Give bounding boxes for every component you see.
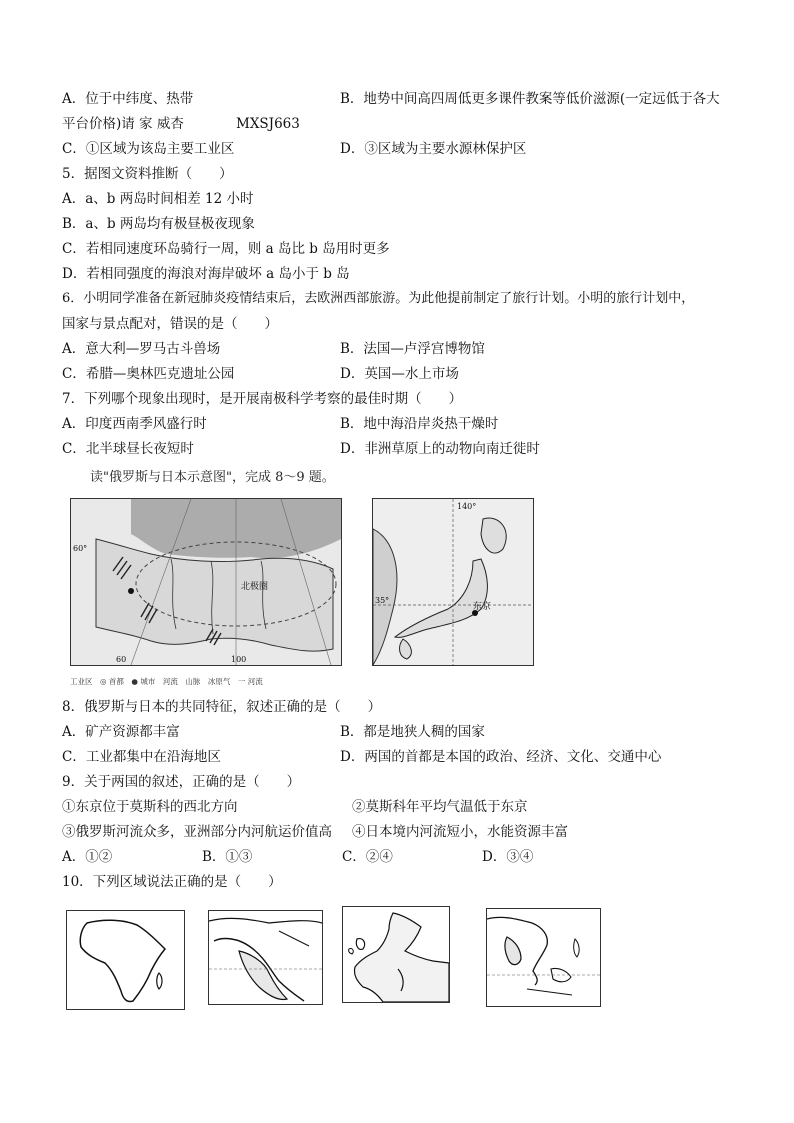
q4-option-d: D．③区域为主要水源林保护区 [340,141,527,157]
q9-statement-1: ①东京位于莫斯科的西北方向 [62,799,238,815]
q4-option-c: C．①区域为该岛主要工业区 [62,141,235,157]
lon-100-label: 100 [231,655,247,664]
russia-map [70,498,342,666]
map-legend: 工业区 ◎ 首都 ● 城市 河流 山脉 冰原气 一 河流 [70,677,263,686]
q7-stem: 7．下列哪个现象出现时，是开展南极科学考察的最佳时期（ ） [62,391,463,407]
lat-60-label: 60° [73,544,88,553]
q6-option-b: B．法国—卢浮宫博物馆 [340,341,485,357]
q4-option-a: A．位于中纬度、热带 [62,91,194,107]
europe-map [342,906,450,1003]
tokyo-label: 东京 [473,602,492,612]
q9-statement-4: ④日本境内河流短小，水能资源丰富 [352,824,568,840]
q6-option-a: A．意大利—罗马古斗兽场 [62,341,221,357]
middle-east-map [208,910,323,1005]
q7-option-d: D．非洲草原上的动物向南迁徙时 [340,441,540,457]
q9-option-d: D．③④ [482,849,534,865]
q9-stem: 9．关于两国的叙述，正确的是（ ） [62,774,301,790]
q6-stem-line1: 6．小明同学准备在新冠肺炎疫情结束后，去欧洲西部旅游。为此他提前制定了旅行计划。小明的旅行计划中， [62,291,695,306]
q6-option-c: C．希腊—奥林匹克遗址公园 [62,366,235,382]
q4-option-b-continued: 平台价格)请 家 威杏 [62,116,184,132]
lon-60-label: 60 [116,655,127,664]
q9-option-b: B．①③ [202,849,253,865]
q8-option-a: A．矿产资源都丰富 [62,724,180,740]
q7-option-b: B．地中海沿岸炎热干燥时 [340,416,499,432]
q5-option-b: B．a、b 两岛均有极昼极夜现象 [62,216,255,232]
q8-option-b: B．都是地狭人稠的国家 [340,724,485,740]
japan-map [372,498,534,666]
q7-option-c: C．北半球昼长夜短时 [62,441,194,457]
q9-statement-3: ③俄罗斯河流众多，亚洲部分内河航运价值高 [62,824,332,840]
lat-35-label: 35° [375,596,390,605]
q8-option-d: D．两国的首都是本国的政治、经济、文化、交通中心 [340,749,662,765]
q9-option-c: C．②④ [342,849,393,865]
q5-option-a: A．a、b 两岛时间相差 12 小时 [62,191,254,207]
lon-140-label: 140° [457,502,477,511]
map-caption: 读"俄罗斯与日本示意图"，完成 8～9 题。 [90,470,335,485]
q5-option-d: D．若相同强度的海浪对海岸破坏 a 岛小于 b 岛 [62,266,350,282]
q8-stem: 8．俄罗斯与日本的共同特征，叙述正确的是（ ） [62,699,382,715]
africa-map [66,910,185,1010]
q4-option-b: B．地势中间高四周低更多课件教案等低价滋源(一定远低于各大 [340,91,720,107]
q9-option-a: A．①② [62,849,113,865]
q6-option-d: D．英国—水上市场 [340,366,459,382]
q5-option-c: C．若相同速度环岛骑行一周，则 a 岛比 b 岛用时更多 [62,241,390,257]
q8-option-c: C．工业都集中在沿海地区 [62,749,221,765]
q9-statement-2: ②莫斯科年平均气温低于东京 [352,799,528,815]
q4-code: MXSJ663 [236,116,300,132]
southeast-asia-map [486,908,601,1007]
arctic-circle-label: 北极圈 [241,582,269,592]
q7-option-a: A．印度西南季风盛行时 [62,416,207,432]
q10-stem: 10．下列区域说法正确的是（ ） [62,874,282,890]
q6-stem-line2: 国家与景点配对，错误的是（ ） [62,316,278,332]
q5-stem: 5．据图文资料推断（ ） [62,166,233,182]
